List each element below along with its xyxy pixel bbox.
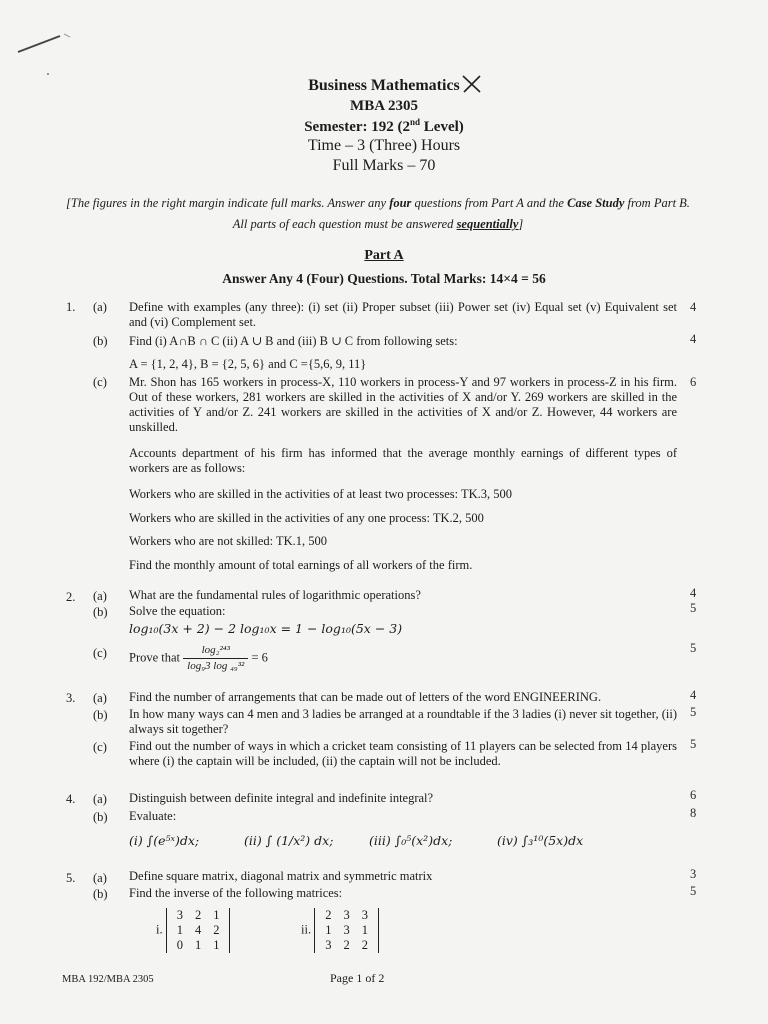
marks-value: 4 (690, 300, 697, 314)
matrix-row (319, 923, 374, 938)
question-text: Distinguish between definite integral and indefinite integral? (129, 791, 434, 805)
matrix-cell: 2 (325, 908, 332, 922)
pen-scribble-mark (14, 30, 84, 80)
question-number: 2. (66, 590, 76, 604)
question-number: 1. (66, 300, 76, 314)
question-text: Workers who are skilled in the activities of any one process: TK.2, 500 (129, 511, 484, 525)
exam-title: Business Mathematics (308, 77, 460, 94)
matrix-row (319, 938, 374, 953)
course-code: MBA 2305 (350, 98, 418, 114)
subquestion-label: (c) (93, 740, 107, 754)
matrix-row (319, 908, 374, 923)
matrix-cell: 3 (361, 908, 368, 922)
question-text: Find the number of arrangements that can be made out of letters of the word ENGINEERING. (129, 690, 602, 704)
prove-statement: Prove that $\frac{\text{log₂²⁴³}}{\text{log₉3 log ₄₉³²}}$ = 6 (129, 644, 268, 672)
handwritten-x-mark (460, 73, 484, 95)
question-text: Solve the equation: (129, 604, 226, 618)
marks-value: 5 (690, 705, 697, 719)
matrix-brackets (166, 908, 231, 953)
question-text: Evaluate: (129, 809, 177, 823)
full-marks-line: Full Marks – 70 (332, 157, 436, 174)
integral-ii: (ii) ∫ (1/x²) dx; (244, 833, 334, 848)
marks-value: 5 (690, 737, 697, 751)
matrix-cell: 2 (213, 923, 220, 937)
matrix-cell: 3 (343, 923, 350, 937)
subquestion-label: (a) (93, 871, 107, 885)
marks-value: 6 (690, 375, 697, 389)
marks-value: 5 (690, 884, 697, 898)
matrix-cell: 3 (325, 938, 332, 952)
part-a-instruction: Answer Any 4 (Four) Questions. Total Marks: 14×4 = 56 (222, 271, 546, 286)
subquestion-label: (a) (93, 300, 107, 314)
question-text: Find out the number of ways in which a cricket team consisting of 11 players can be selected from 14 players where (i) the captain will be included, (ii) the captain will not be included. (129, 739, 677, 768)
matrix-cell: 1 (213, 908, 220, 922)
matrix-cell: 3 (176, 908, 183, 922)
question-text: Workers who are skilled in the activities of at least two processes: TK.3, 500 (129, 487, 513, 501)
matrix-ii: ii. 2 3 3 1 3 1 3 2 2 (301, 908, 379, 953)
question-number: 3. (66, 691, 76, 705)
marks-value: 8 (690, 806, 697, 820)
subquestion-label: (a) (93, 691, 107, 705)
marks-value: 4 (690, 332, 697, 346)
matrix-cell: 4 (194, 923, 202, 937)
footer-page-number: Page 1 of 2 (330, 971, 385, 985)
question-text: Find the monthly amount of total earnings of all workers of the firm. (129, 558, 473, 572)
matrix-cell: 2 (361, 938, 368, 952)
subquestion-label: (a) (93, 792, 107, 806)
question-number: 5. (66, 871, 76, 885)
matrix-brackets (314, 908, 379, 953)
matrix-row (171, 923, 226, 938)
subquestion-label: (b) (93, 334, 108, 348)
marks-value: 6 (690, 788, 697, 802)
subquestion-label: (b) (93, 605, 108, 619)
question-number: 4. (66, 792, 76, 806)
matrix-cell: 1 (361, 923, 368, 937)
footer-course: MBA 192/MBA 2305 (62, 974, 154, 985)
matrix-cell: 3 (343, 908, 350, 922)
matrix-row (171, 908, 226, 923)
question-text: Accounts department of his firm has informed that the average monthly earnings of different types of workers are as follows: (129, 446, 677, 475)
time-line: Time – 3 (Three) Hours (307, 137, 461, 154)
question-text: Define square matrix, diagonal matrix and symmetric matrix (129, 869, 433, 883)
question-text: Find the inverse of the following matrices: (129, 886, 343, 900)
question-text: Mr. Shon has 165 workers in process-X, 110 workers in process-Y and 97 workers in process-Z in his firm. Out of these workers, 281 workers are skilled in the activities of X and/or Y. 269 workers are skilled in the activities of Y and/or Z. 241 workers are skilled in the activities of X and/or Z. However, 44 workers are unskilled. (129, 375, 677, 434)
integral-i: (i) ∫(e⁵ˣ)dx; (129, 833, 200, 848)
subquestion-label: (b) (93, 810, 108, 824)
matrix-cell: 2 (343, 938, 350, 952)
subquestion-label: (c) (93, 646, 107, 660)
log-fraction: $\frac{\text{log₂²⁴³}}{\text{log₉3 log ₄₉³²}}$ (183, 643, 248, 674)
matrix-cell: 1 (213, 938, 220, 952)
matrix-cell: 1 (194, 938, 202, 952)
question-text: Define with examples (any three): (i) set (ii) Proper subset (iii) Power set (iv) Equal set (v) Equivalent set and (vi) Complement set. (129, 300, 677, 329)
part-a-heading: Part A (364, 248, 404, 263)
integral-iii: (iii) ∫₀⁵(x²)dx; (369, 833, 453, 848)
subquestion-label: (b) (93, 708, 108, 722)
matrix-i: i. 3 2 1 1 4 2 0 1 1 (156, 908, 230, 953)
matrix-row (171, 938, 226, 953)
marks-value: 3 (690, 867, 697, 881)
matrix-cell: 1 (176, 923, 183, 937)
question-text: Workers who are not skilled: TK.1, 500 (129, 534, 328, 548)
set-definitions: A = {1, 2, 4}, B = {2, 5, 6} and C ={5,6, 9, 11} (129, 357, 367, 371)
subquestion-label: (c) (93, 375, 107, 389)
marks-value: 4 (690, 688, 697, 702)
subquestion-label: (a) (93, 589, 107, 603)
marks-value: 5 (690, 641, 697, 655)
question-text: What are the fundamental rules of logarithmic operations? (129, 588, 421, 602)
exam-instructions: [The figures in the right margin indicate full marks. Answer any four questions from Part A and the Case Study from Part B. All parts of each question must be answered sequentially] (66, 196, 690, 231)
matrix-cell: 1 (325, 923, 332, 937)
marks-value: 5 (690, 601, 697, 615)
semester-line: Semester: 192 (2nd Level) (304, 117, 464, 135)
question-text: In how many ways can 4 men and 3 ladies be arranged at a roundtable if the 3 ladies (i) never sit together, (ii) always sit together? (129, 707, 677, 736)
log-equation: log₁₀(3x + 2) − 2 log₁₀x = 1 − log₁₀(5x − 3) (129, 621, 403, 636)
integral-iv: (iv) ∫₃¹⁰(5x)dx (497, 833, 584, 848)
matrix-cell: 2 (194, 908, 202, 922)
subquestion-label: (b) (93, 887, 108, 901)
question-text: Find (i) A∩B ∩ C (ii) A ∪ B and (iii) B ∪ C from following sets: (129, 334, 458, 348)
marks-value: 4 (690, 586, 697, 600)
matrix-cell: 0 (176, 938, 183, 952)
